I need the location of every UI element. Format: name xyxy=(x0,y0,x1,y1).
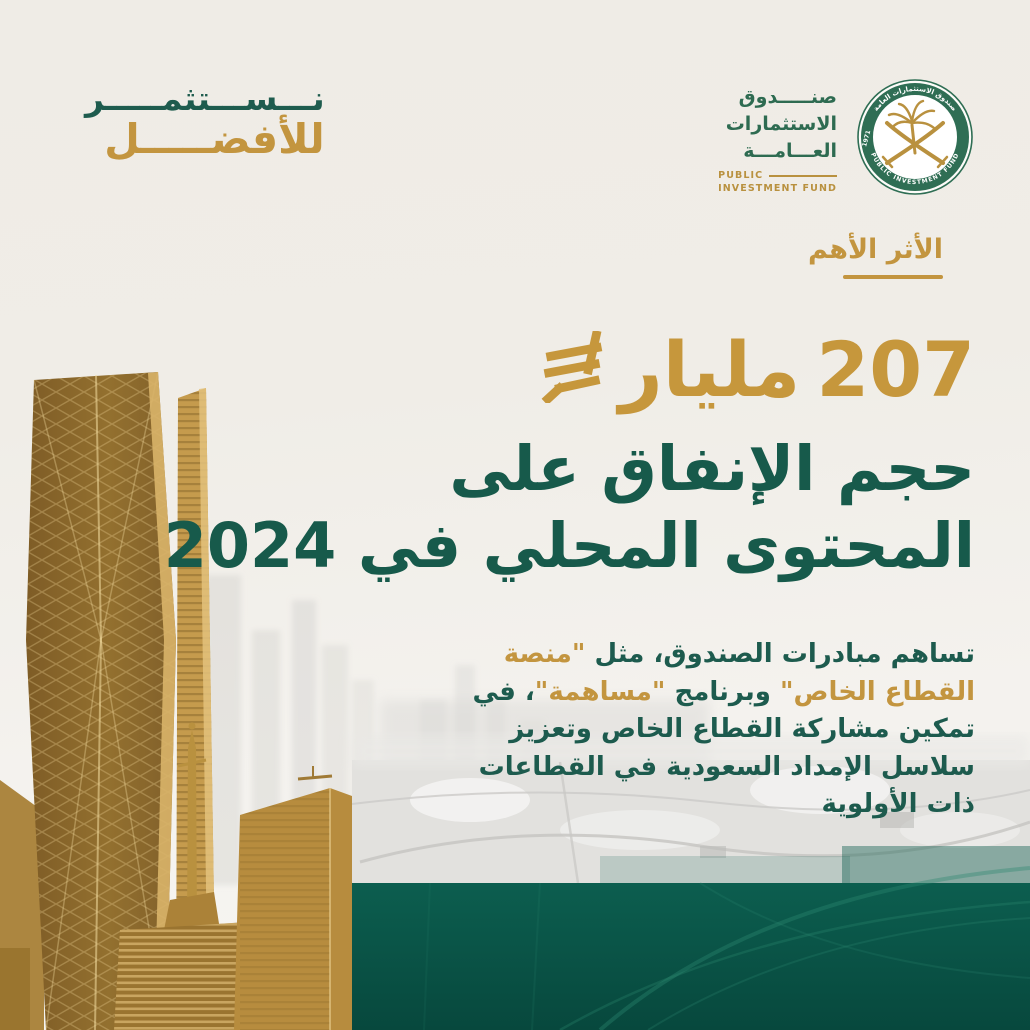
headline-title-line-2: المحتوى المحلي في 2024 xyxy=(163,509,975,582)
saudi-riyal-icon xyxy=(541,331,603,403)
body-segment-4: "مساهمة" xyxy=(534,676,666,707)
tagline-wordmark xyxy=(85,79,325,164)
emblem-year: 1971 xyxy=(861,129,873,148)
green-tint-strip xyxy=(842,846,1030,884)
impact-badge xyxy=(808,234,943,279)
green-overlay-block xyxy=(352,868,1030,1030)
headline-amount-line xyxy=(541,325,975,414)
pif-logo-divider xyxy=(769,175,837,177)
headline-unit: مليار xyxy=(618,325,801,414)
pif-logo-lockup xyxy=(718,84,837,195)
headline-title xyxy=(164,430,975,584)
pif-logo-english-line-1: PUBLIC xyxy=(718,170,764,181)
pif-logo-english-line-2: INVESTMENT FUND xyxy=(718,183,837,194)
impact-badge-underline xyxy=(843,275,943,279)
body-segment-1: تساهم مبادرات الصندوق، مثل xyxy=(585,639,975,669)
pif-logo-arabic-line-3: العـــامـــة xyxy=(743,140,837,162)
body-segment-2: "منصة القطاع الخاص" xyxy=(503,639,975,707)
small-tower-left xyxy=(0,948,30,1030)
body-segment-3: وبرنامج xyxy=(665,676,780,707)
emblem-arc-top-text: صندوق الاستثمارات العامة xyxy=(871,84,959,113)
pif-emblem-icon xyxy=(855,77,975,197)
tagline-line-2: للأفضـــــل xyxy=(104,115,325,164)
green-tint-strip-fade xyxy=(600,856,850,884)
headline-amount: 207 xyxy=(816,325,975,414)
tagline-line-1: نـــســـتثمـــــر xyxy=(85,79,325,118)
impact-badge-label: الأثر الأهم xyxy=(808,234,943,265)
trapezoid-building xyxy=(234,766,352,1030)
pif-logo-english xyxy=(718,169,837,195)
body-paragraph xyxy=(423,636,975,824)
emblem-arc-bottom-text: PUBLIC INVESTMENT FUND xyxy=(869,151,961,187)
striped-building xyxy=(114,922,252,1030)
pif-logo-arabic-line-2: الاستثمارات xyxy=(725,113,837,135)
body-segment-5: ، في تمكين مشاركة القطاع الخاص وتعزيز سلاسل الإمداد السعودية في القطاعات ذات الأولوية xyxy=(472,676,975,819)
headline-title-line-1: حجم الإنفاق على xyxy=(449,432,975,505)
pif-logo-arabic xyxy=(718,84,837,165)
pif-logo-arabic-line-1: صنـــــدوق xyxy=(738,86,837,108)
